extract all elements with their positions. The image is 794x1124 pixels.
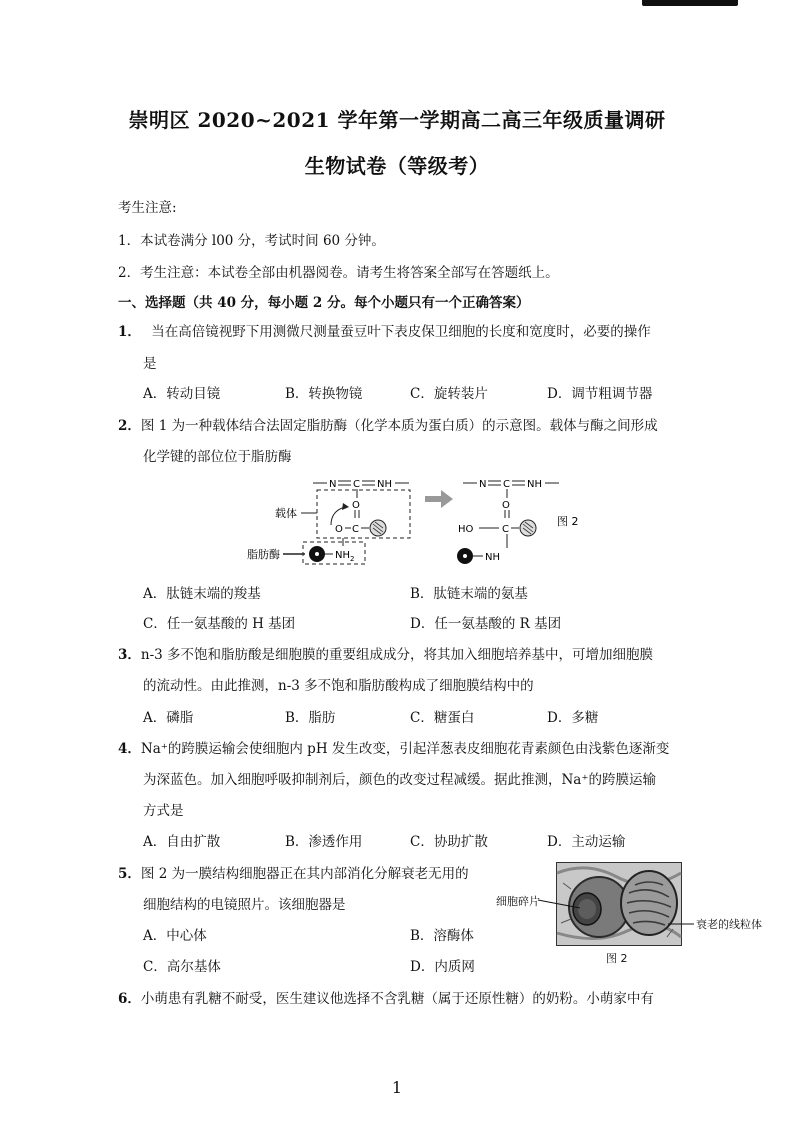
micrograph-caption: 图 2 bbox=[606, 952, 628, 965]
question-4-line-1 bbox=[118, 737, 669, 757]
label-cell-debris: 细胞碎片 bbox=[496, 895, 540, 908]
nh-group: NH bbox=[485, 552, 500, 563]
question-4-line-3: 方式是 bbox=[143, 803, 184, 819]
atom-c-left: C bbox=[352, 524, 359, 535]
question-6-number: 6． bbox=[118, 991, 141, 1007]
lipase-label: 脂肪酶 bbox=[247, 548, 280, 561]
question-2-line-2: 化学键的部位位于脂肪酶 bbox=[143, 449, 292, 465]
ho-group: HO bbox=[458, 524, 474, 535]
figure-2-label: 图 2 bbox=[557, 515, 579, 528]
question-3-line-1 bbox=[118, 643, 653, 663]
question-3-text: n-3 多不饱和脂肪酸是细胞膜的重要组成成分，将其加入细胞培养基中，可增加细胞膜 bbox=[140, 647, 654, 663]
q5-option-a: A．中心体 bbox=[143, 928, 207, 944]
question-3-number: 3． bbox=[118, 647, 141, 663]
question-6-text: 小萌患有乳糖不耐受，医生建议他选择不含乳糖（属于还原性糖）的奶粉。小萌家中有 bbox=[140, 991, 654, 1007]
page-number: 1 bbox=[391, 1078, 403, 1097]
corner-mark bbox=[642, 0, 738, 6]
carrier-label: 载体 bbox=[275, 507, 297, 520]
q5-option-d: D．内质网 bbox=[410, 959, 475, 975]
question-4-line-2: 为深蓝色。加入细胞呼吸抑制剂后，颜色的改变过程减缓。据此推测，Na⁺的跨膜运输 bbox=[143, 772, 656, 788]
label-aging-mitochondria: 衰老的线粒体 bbox=[696, 918, 762, 931]
question-5-line-1 bbox=[118, 862, 469, 882]
chain-nh-right: NH bbox=[527, 479, 542, 490]
notice-item-2: 2．考生注意：本试卷全部由机器阅卷。请考生将答案全部写在答题纸上。 bbox=[118, 265, 559, 281]
question-4-text: Na⁺的跨膜运输会使细胞内 pH 发生改变，引起洋葱表皮细胞花青素颜色由浅紫色逐渐变 bbox=[140, 741, 670, 757]
q4-option-c: C．协助扩散 bbox=[410, 834, 488, 850]
q5-option-c: C．高尔基体 bbox=[143, 959, 221, 975]
question-1-line-2: 是 bbox=[143, 356, 157, 372]
q1-option-b: B．转换物镜 bbox=[285, 386, 363, 402]
q4-option-d: D．主动运输 bbox=[547, 834, 626, 850]
q4-option-a: A．自由扩散 bbox=[143, 834, 221, 850]
q2-option-d: D．任一氨基酸的 R 基团 bbox=[410, 616, 562, 632]
q3-option-c: C．糖蛋白 bbox=[410, 710, 475, 726]
nh2-group bbox=[335, 550, 354, 563]
q1-option-a: A．转动目镜 bbox=[143, 386, 221, 402]
chain-n: N bbox=[329, 479, 337, 490]
q5-option-b: B．溶酶体 bbox=[410, 928, 474, 944]
notice-heading: 考生注意: bbox=[118, 200, 177, 216]
q3-option-d: D．多糖 bbox=[547, 710, 599, 726]
question-5-line-2: 细胞结构的电镜照片。该细胞器是 bbox=[143, 897, 346, 913]
question-5-text: 图 2 为一膜结构细胞器正在其内部消化分解衰老无用的 bbox=[140, 866, 469, 882]
question-1-number: 1． bbox=[118, 324, 141, 340]
nh2-subscript: 2 bbox=[350, 555, 355, 563]
q3-option-b: B．脂肪 bbox=[285, 710, 336, 726]
question-2-line-1 bbox=[118, 414, 658, 434]
page-subtitle: 生物试卷（等级考） bbox=[304, 154, 490, 178]
question-1-text: 当在高倍镜视野下用测微尺测量蚕豆叶下表皮保卫细胞的长度和宽度时，必要的操作 bbox=[151, 324, 651, 340]
question-5-number: 5． bbox=[118, 866, 141, 882]
question-6-line-1 bbox=[118, 987, 654, 1007]
chain-n-right: N bbox=[479, 479, 487, 490]
question-3-line-2: 的流动性。由此推测，n-3 多不饱和脂肪酸构成了细胞膜结构中的 bbox=[143, 678, 534, 694]
q4-option-b: B．渗透作用 bbox=[285, 834, 363, 850]
chain-c: C bbox=[353, 479, 360, 490]
q2-option-a: A．肽链末端的羧基 bbox=[143, 586, 261, 602]
chain-c-right: C bbox=[503, 479, 510, 490]
q1-option-c: C．旋转装片 bbox=[410, 386, 488, 402]
q2-option-b: B．肽链末端的氨基 bbox=[410, 586, 528, 602]
atom-o-left: O bbox=[335, 524, 343, 535]
page-title: 崇明区 2020~2021 学年第一学期高二高三年级质量调研 bbox=[128, 108, 666, 132]
q2-option-c: C．任一氨基酸的 H 基团 bbox=[143, 616, 296, 632]
lipase-immobilization-diagram bbox=[247, 470, 595, 575]
q1-option-d: D．调节粗调节器 bbox=[547, 386, 653, 402]
question-4-number: 4． bbox=[118, 741, 141, 757]
question-2-text: 图 1 为一种载体结合法固定脂肪酶（化学本质为蛋白质）的示意图。载体与酶之间形成 bbox=[140, 418, 658, 434]
q3-option-a: A．磷脂 bbox=[143, 710, 194, 726]
atom-o-right: O bbox=[502, 500, 510, 511]
question-2-number: 2． bbox=[118, 418, 141, 434]
notice-item-1: 1．本试卷满分 l00 分，考试时间 60 分钟。 bbox=[118, 233, 385, 249]
question-1-line-1 bbox=[118, 320, 651, 340]
atom-c-right: C bbox=[502, 524, 509, 535]
nh2-text: NH bbox=[335, 550, 350, 561]
atom-o-left-top: O bbox=[352, 500, 360, 511]
section-heading: 一、选择题（共 40 分，每小题 2 分。每个小题只有一个正确答案） bbox=[118, 295, 530, 311]
chain-nh: NH bbox=[377, 479, 392, 490]
micrograph-pointers bbox=[536, 896, 696, 936]
